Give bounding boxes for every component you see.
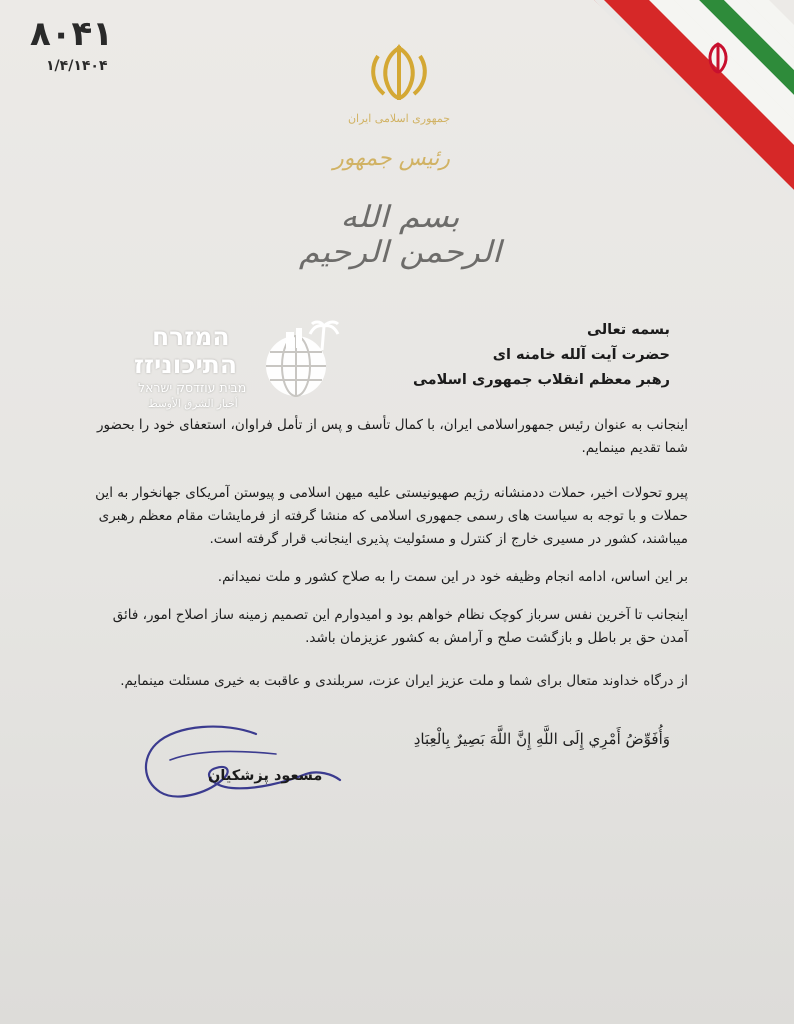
paragraph-5: از درگاه خداوند متعال برای شما و ملت عزیز ایران عزت، سربلندی و عاقبت به خیری مسئلت مینمایم. [120, 673, 688, 689]
document-number: ۸۰۴۱ [30, 14, 114, 54]
presidential-office-seal [333, 108, 450, 190]
office-text-line2: رئیس جمهور [333, 146, 450, 171]
paragraph-2: پیرو تحولات اخیر، حملات ددمنشانه رژیم صهیونیستی علیه میهن اسلامی و پیوستن آمریکای جهانخوار به این حملات و با توجه به سیاست های رسمی جمهوری اسلامی که منشا گرفته از فرمایشات مقام معظم رهبری میباشند، کشور در مسیری خارج از کنترل و مسئولیت پذیری اینجانب قرار گرفته است. [95, 485, 688, 547]
basmala-calligraphy: بسم الله الرحمن الرحیم [298, 200, 502, 270]
watermark-hebrew-line1: המזרח [152, 322, 230, 351]
watermark-arabic-line: أخبار الشرق الأوسط [148, 398, 238, 410]
salutation: بسمه تعالی [587, 322, 670, 338]
paragraph-4: اینجانب تا آخرین نفس سرباز کوچک نظام خواهم بود و امیدوارم این تصمیم زمینه ساز اصلاح امور، فائق آمدن حق بر باطل و بازگشت صلح و آرامش به کشور عزیزمان باشد. [112, 607, 688, 646]
addressee-name: حضرت آیت آلله خامنه ای [492, 347, 670, 363]
addressee-title: رهبر معظم انقلاب جمهوری اسلامی [413, 372, 670, 388]
paragraph-3: بر این اساس، ادامه انجام وظیفه خود در این سمت را به صلاح کشور و ملت نمیدانم. [217, 569, 688, 585]
office-text-line1: جمهوری اسلامی ایران [347, 112, 450, 125]
signer-name: مسعود پزشکیان [208, 768, 323, 784]
iran-emblem-icon [364, 42, 434, 104]
iran-flag-corner [594, 0, 794, 200]
paragraph-1: اینجانب به عنوان رئیس جمهوراسلامی ایران، با کمال تأسف و پس از تأمل فراوان، استعفای خود را بحضور شما تقدیم مینمایم. [96, 417, 688, 456]
addressee-block [413, 318, 670, 393]
quran-verse: وَأُفَوِّضُ أَمْرِي إِلَى اللَّهِ إِنَّ اللَّهَ بَصِيرٌ بِالْعِبَادِ [413, 730, 670, 748]
document-date: ۱/۴/۱۴۰۴ [46, 58, 108, 74]
globe-palm-icon [260, 320, 342, 402]
watermark-hebrew-line2: התיכוניזז [134, 350, 238, 379]
flag-emblem-icon [700, 40, 736, 76]
news-watermark-logo [124, 318, 344, 418]
watermark-hebrew-line3: מבית עוזדסק ישראל [138, 380, 247, 395]
